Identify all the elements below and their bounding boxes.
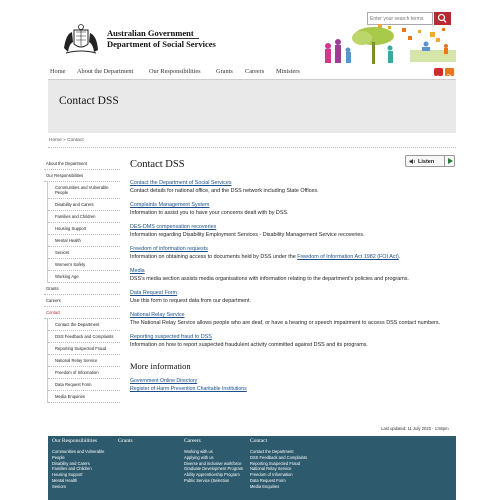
footer-heading[interactable]: Contact xyxy=(250,438,268,444)
listen-label: Listen xyxy=(418,158,435,165)
sidebar-item-grants[interactable]: Grants xyxy=(44,283,120,295)
sidebar-item-media[interactable]: Media Enquiries xyxy=(48,391,120,403)
page-title-band xyxy=(48,80,456,133)
contact-link[interactable]: DES-DMS compensation recoveries xyxy=(130,224,217,230)
sidebar-item-feedback[interactable]: DSS Feedback and Complaints xyxy=(48,331,120,343)
sidebar-item-disability[interactable]: Disability and Carers xyxy=(48,199,120,211)
footer-link[interactable]: National Relay Service xyxy=(250,466,292,472)
logo-divider xyxy=(107,38,199,39)
page-title: Contact DSS xyxy=(59,95,119,107)
sidebar-item-mental-health[interactable]: Mental Health xyxy=(48,235,120,247)
contact-entry xyxy=(130,202,456,218)
site-footer xyxy=(48,436,456,500)
nav-home[interactable]: Home xyxy=(50,68,66,75)
contact-entry xyxy=(130,334,456,350)
contact-link[interactable]: Media xyxy=(130,268,145,274)
footer-link[interactable]: Contact the Department xyxy=(250,449,294,454)
contact-entry xyxy=(130,312,456,328)
footer-heading[interactable]: Careers xyxy=(184,438,201,444)
contact-entry xyxy=(130,268,456,284)
search-input[interactable]: Enter your search terms xyxy=(367,12,433,25)
more-information-heading: More information xyxy=(130,361,191,371)
footer-link[interactable]: Communities and Vulnerable People xyxy=(52,449,105,460)
sidebar-item-contact[interactable]: Contact xyxy=(44,307,120,319)
contact-entry xyxy=(130,246,456,262)
foi-desc-post: . xyxy=(398,254,401,260)
contact-description xyxy=(130,253,456,262)
rss-icon[interactable] xyxy=(445,68,454,76)
footer-heading[interactable]: Our Responsibilities xyxy=(52,438,98,444)
footer-link[interactable]: DSS Feedback and Complaints xyxy=(250,454,308,460)
footer-link[interactable]: Housing Support xyxy=(52,472,83,478)
nav-our-responsibilities[interactable]: Our Responsibilities xyxy=(149,68,201,75)
breadcrumb xyxy=(48,135,456,148)
breadcrumb-current: Contact xyxy=(67,138,84,143)
main-content xyxy=(130,158,456,393)
contact-description: Contact details for national office, and the DSS network including State Offices. xyxy=(130,188,319,194)
sidebar-navigation xyxy=(44,158,120,403)
footer-column-grants xyxy=(118,438,133,449)
footer-link[interactable]: Mental Health xyxy=(52,477,78,483)
footer-column-careers xyxy=(184,438,248,484)
contact-link[interactable]: National Relay Service xyxy=(130,312,185,318)
gov-name: Australian Government xyxy=(107,28,194,38)
more-link-register[interactable]: Register of Harm Prevention Charitable Institutions xyxy=(130,386,247,392)
contact-link[interactable]: Complaints Management System xyxy=(130,202,210,208)
footer-link[interactable]: Reporting Suspected Fraud xyxy=(250,460,301,466)
footer-heading[interactable]: Grants xyxy=(118,438,133,444)
foi-act-link[interactable]: Freedom of Information Act 1982 (FOI Act) xyxy=(297,254,399,260)
nav-careers[interactable]: Careers xyxy=(245,68,265,75)
sidebar-item-housing[interactable]: Housing Support xyxy=(48,223,120,235)
sidebar-item-relay[interactable]: National Relay Service xyxy=(48,355,120,367)
footer-column-contact xyxy=(250,438,307,490)
contact-description: Information on how to report suspected fraudulent activity committed against DSS and its programs. xyxy=(130,342,368,348)
contact-link[interactable]: Contact the Department of Social Services xyxy=(130,180,232,186)
footer-link[interactable]: Seniors xyxy=(52,483,66,489)
contact-description: The National Relay Service allows people who are deaf, or have a hearing or speech impairment to access DSS contact numbers. xyxy=(130,320,441,326)
last-updated: Last updated: 11 July 2023 - 1:55pm xyxy=(381,426,449,431)
youtube-icon[interactable] xyxy=(434,68,443,76)
footer-link[interactable]: Data Request Form xyxy=(250,477,286,483)
main-navigation xyxy=(48,66,456,80)
contact-link[interactable]: Freedom of information requests xyxy=(130,246,208,252)
footer-link[interactable]: Graduate Development Program xyxy=(184,466,244,472)
sidebar-subgroup-responsibilities xyxy=(47,182,120,283)
content-heading: Contact DSS xyxy=(130,159,185,170)
nav-grants[interactable]: Grants xyxy=(216,68,233,75)
footer-link[interactable]: Families and Children xyxy=(52,466,92,472)
footer-column-responsibilities xyxy=(52,438,116,490)
sidebar-item-communities[interactable]: Communities and Vulnerable People xyxy=(48,182,120,199)
sidebar-item-data-request[interactable]: Data Request Form xyxy=(48,379,120,391)
contact-entry xyxy=(130,180,456,196)
contact-description: Information regarding Disability Employment Services - Disability Management Service recoveries. xyxy=(130,232,365,238)
more-link-directory[interactable]: Government Online Directory xyxy=(130,378,198,384)
sidebar-item-seniors[interactable]: Seniors xyxy=(48,247,120,259)
footer-link[interactable]: Disability and Carers xyxy=(52,460,90,466)
sidebar-item-families[interactable]: Families and Children xyxy=(48,211,120,223)
sidebar-item-careers[interactable]: Careers xyxy=(44,295,120,307)
sidebar-item-working-age[interactable]: Working Age xyxy=(48,271,120,283)
department-name: Department of Social Services xyxy=(107,39,216,49)
sidebar-item-about[interactable]: About the Department xyxy=(44,158,120,170)
contact-link[interactable]: Reporting suspected fraud to DSS xyxy=(130,334,212,340)
footer-link[interactable]: Working with us xyxy=(184,449,213,454)
sidebar-item-contact-department[interactable]: Contact the Department xyxy=(48,319,120,331)
contact-link[interactable]: Data Request Form xyxy=(130,290,178,296)
contact-description: DSS's media section assists media organisations with information relating to the department's policies and programs. xyxy=(130,276,409,282)
nav-about-the-department[interactable]: About the Department xyxy=(77,68,134,75)
footer-link[interactable]: Ability Apprenticeship Program xyxy=(184,472,240,478)
sidebar-item-our-responsibilities[interactable]: Our Responsibilities xyxy=(44,170,120,182)
site-header xyxy=(0,0,500,65)
contact-entry xyxy=(130,290,456,306)
contact-entry xyxy=(130,224,456,240)
footer-link[interactable]: Freedom of Information xyxy=(250,472,293,478)
families-banner-illustration xyxy=(318,24,458,66)
breadcrumb-home[interactable]: Home xyxy=(49,138,62,143)
contact-description: Use this form to request data from our department. xyxy=(130,298,252,304)
breadcrumb-separator: » xyxy=(63,138,66,143)
sidebar-item-fraud[interactable]: Reporting Suspected Fraud xyxy=(48,343,120,355)
footer-link[interactable]: Media Enquiries xyxy=(250,483,280,489)
foi-desc-pre: Information on obtaining access to documents held by DSS under the xyxy=(130,254,298,260)
coat-of-arms-icon xyxy=(60,22,102,56)
footer-link[interactable]: Public Service (Selection xyxy=(184,477,230,483)
footer-link[interactable]: Applying with us xyxy=(184,454,214,460)
sidebar-item-foi[interactable]: Freedom of Information xyxy=(48,367,120,379)
nav-ministers[interactable]: Ministers xyxy=(276,68,300,75)
sidebar-item-womens-safety[interactable]: Women's Safety xyxy=(48,259,120,271)
contact-description: Information to assist you to have your concerns dealt with by DSS. xyxy=(130,210,289,216)
footer-link[interactable]: Diverse and inclusive workforce xyxy=(184,460,242,466)
sidebar-subgroup-contact xyxy=(47,319,120,403)
